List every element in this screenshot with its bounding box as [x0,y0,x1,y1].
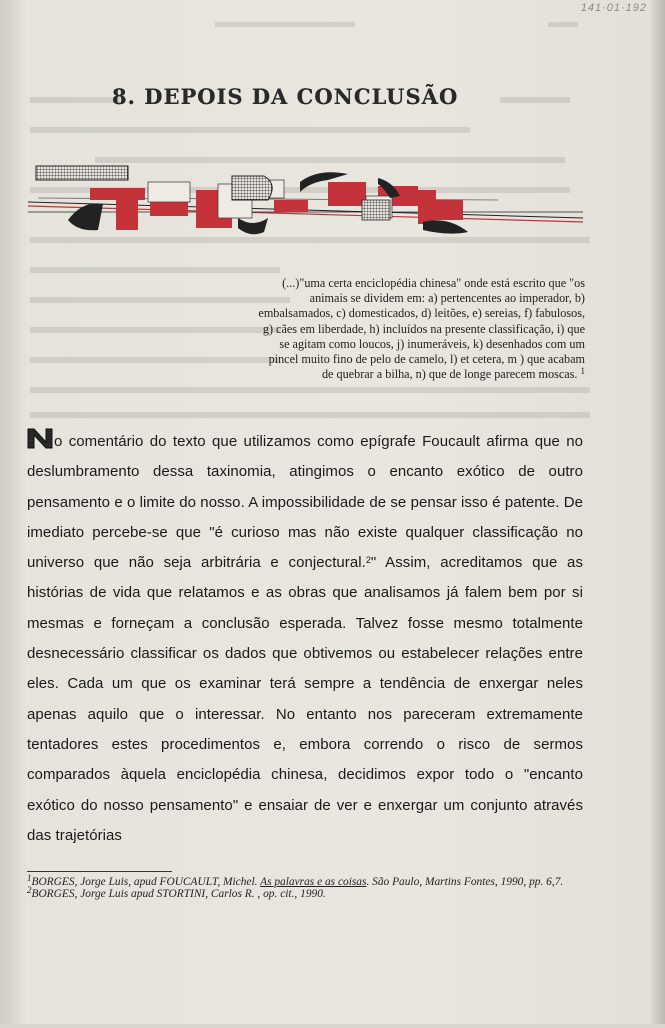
epigraph-text: (...)"uma certa enciclopédia chinesa" onde está escrito que "os animais se dividem em: a) pertencentes ao imperador, b) embalsamados, c) domesticados, d) leitões, e) sereias, f) fabulosos, g) cães em liberdade, h) incluídos na presente classificação, i) que se agitam como loucos, j) inumeráveis, k) desenhados com um pincel muito fino de pelo de camelo, l) et cetera, m ) que acabam de quebrar a bilha, n) que de longe parecem moscas. [258,276,585,382]
epigraph-quote [255,276,585,382]
body-text-part1: o comentário do texto que utilizamos como epígrafe Foucault afirma que no deslumbramento dessa taxinomia, atingimos o encanto exótico de outro pensamento e o limite do nosso. A impossibilidade de se pensar isso é patente. De imediato percebe-se que "é curioso mas não existe qualquer classificação no universo que não seja arbitrária e conjectural. [27,433,583,572]
decorative-collage-banner [28,160,588,242]
body-paragraph [27,427,583,851]
dropcap-text: N [40,444,41,445]
footnote-1 [27,873,583,888]
page-spine-shadow [651,0,665,1024]
footnote-1-book-title: As palavras e as coisas [260,876,367,888]
dropcap-letter-n [27,428,53,449]
footnote-2-text: BORGES, Jorge Luis apud STORTINI, Carlos R. , op. cit., 1990. [31,888,326,901]
footnote-1-number: 1 [27,873,32,883]
footnote-2-number: 2 [27,885,32,896]
pencil-annotation: 141·01·192 [580,2,647,14]
footnote-1-pre: BORGES, Jorge Luis, apud FOUCAULT, Michel. [31,876,261,888]
body-text-part2: " Assim, acreditamos que as histórias de vida que relatamos e as obras que analisamos já falem bem por si mesmas e forneçam a conclusão esperada. Talvez fosse mesmo totalmente desnecessário classificar os dados que obtivemos ou estabelecer relações entre eles. Cada um que os examinar terá sempre a tendência de enxergar neles apenas aquilo que o interessar. No entanto nos pareceram extremamente tentadores estes procedimentos e, embora correndo o risco de sermos comparados àquela enciclopédia chinesa, decidimos expor todo o "encanto exótico do nosso pensamento" e ensaiar de ver e enxergar um conjunto através das trajetórias [27,554,584,844]
epigraph-footnote-ref: 1 [580,366,585,377]
chapter-title: 8. DEPOIS DA CONCLUSÃO [112,84,459,109]
footnote-divider [27,871,172,872]
body-footnote-ref: 2 [365,555,371,566]
footnote-1-post: . São Paulo, Martins Fontes, 1990, pp. 6,7. [366,876,564,888]
footnote-2 [27,885,583,901]
footnotes [27,873,583,901]
